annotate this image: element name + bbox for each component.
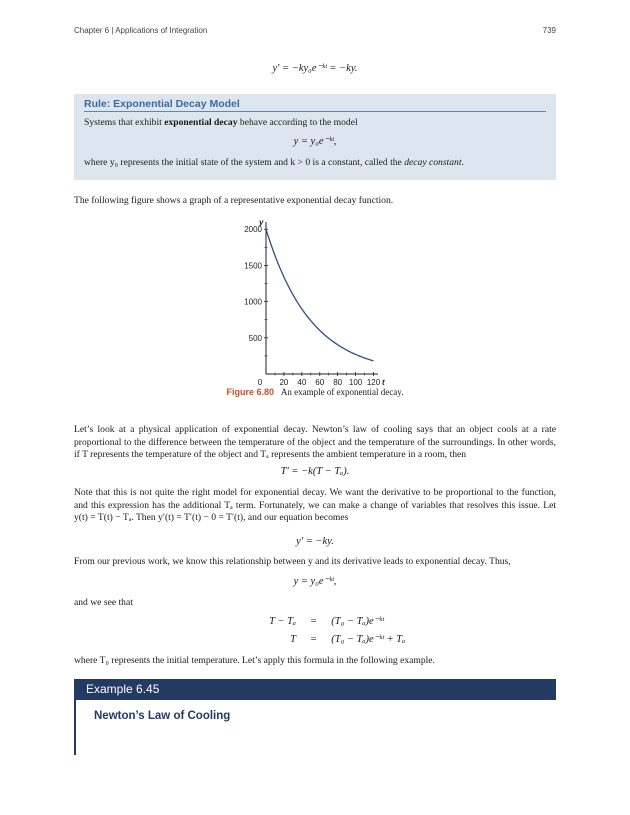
decay-chart <box>236 208 385 388</box>
y-tick-label: 1500 <box>244 261 262 271</box>
figure-caption-text: An example of exponential decay. <box>280 387 404 397</box>
x-tick-label: 100 <box>348 378 363 387</box>
rule-box <box>74 94 556 180</box>
equation-row-2: T = (T₀ − Tₐ)e⁻ᵏᵗ + Tₐ <box>290 634 406 645</box>
page-number: 739 <box>542 26 556 35</box>
rule-divider <box>84 111 546 112</box>
y-tick-label: 2000 <box>244 225 262 235</box>
x-tick-label: 20 <box>279 378 289 387</box>
example-title: Newton’s Law of Cooling <box>94 710 231 722</box>
rule-model-equation: y = y₀e⁻ᵏᵗ, <box>293 136 337 147</box>
x-tick-label: 120 <box>366 378 381 387</box>
paragraph-note: Note that this is not quite the right model for exponential decay. We want the derivative to be proportional to the function, and this expression has the additional Tₐ term. Fortunately, we can make a change of variables that resolves this issue. Let y(t) = T(t) − Tₐ. Then y′(t) = T′(t) − 0 = T′(t), and our equation becomes <box>74 487 556 524</box>
y-tick-label: 500 <box>248 333 262 343</box>
paragraph-previous: From our previous work, we know this relationship between y and its derivative leads to exponential decay. Thus, <box>74 556 511 567</box>
x-tick-label: 60 <box>315 378 325 387</box>
x-tick-label: 80 <box>333 378 343 387</box>
equation-decay: y = y₀e⁻ᵏᵗ, <box>293 576 337 587</box>
x-tick-label: 40 <box>297 378 307 387</box>
figure-intro: The following figure shows a graph of a representative exponential decay function. <box>74 195 394 206</box>
origin-label: 0 <box>257 378 263 387</box>
paragraph-where: where T₀ represents the initial temperature. Let’s apply this formula in the following example. <box>74 655 435 666</box>
example-divider <box>76 699 556 700</box>
rule-intro-bold: exponential decay <box>164 117 238 128</box>
example-label: Example 6.45 <box>86 682 160 696</box>
equation-top: y′ = −ky₀e⁻ᵏᵗ = −ky. <box>272 63 358 74</box>
figure-caption <box>74 387 556 397</box>
running-header-chapter: Chapter 6 | Applications of Integration <box>74 26 208 35</box>
rule-title: Rule: Exponential Decay Model <box>84 98 240 110</box>
y-tick-label: 1000 <box>244 297 262 307</box>
equation-newton: T′ = −k(T − Tₐ). <box>280 466 350 477</box>
equation-row-1: T − Tₐ = (T₀ − Tₐ)e⁻ᵏᵗ <box>269 616 384 627</box>
paragraph-see: and we see that <box>74 597 133 608</box>
variable-change: y(t) = T(t) − Tₐ. Then y′(t) = T′(t) − 0 = T′(t), and our equation becomes <box>74 512 349 524</box>
example-side-rule <box>74 700 76 755</box>
rule-intro: Systems that exhibit exponential decay behave according to the model <box>84 117 358 128</box>
y-axis-label: y <box>259 218 264 227</box>
equation-simple: y′ = −ky. <box>296 536 334 547</box>
paragraph-newton: Let’s look at a physical application of exponential decay. Newton’s law of cooling says that an object cools at a rate proportional to the difference between the temperature of the object and the temperature of the surroundings. In other words, if T represents the temperature of the object and Tₐ represents the ambient temperature in a room, then <box>74 424 556 461</box>
example-header <box>74 679 556 700</box>
x-axis-label: t <box>382 378 385 387</box>
decay-curve <box>266 229 374 361</box>
figure-number: Figure 6.80 <box>226 387 275 397</box>
rule-where: where y₀ represents the initial state of the system and k > 0 is a constant, called the decay constant. <box>84 157 464 168</box>
